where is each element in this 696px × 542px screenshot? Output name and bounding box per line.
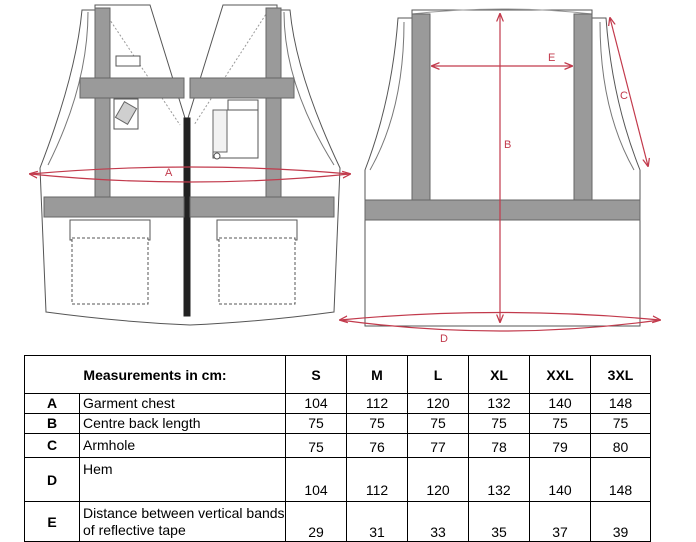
table-cell: 120 [408, 458, 469, 502]
row-code: C [25, 434, 80, 458]
label-b: B [504, 139, 512, 151]
table-cell: 132 [469, 458, 530, 502]
table-row [25, 434, 651, 458]
measurements-table [24, 355, 651, 542]
table-cell: 39 [591, 502, 651, 542]
row-description: Hem [80, 458, 286, 502]
table-row [25, 458, 651, 502]
size-header: M [347, 356, 408, 394]
label-d: D [440, 333, 448, 345]
vest-back-view [365, 9, 640, 326]
table-cell: 104 [286, 458, 347, 502]
row-code: B [25, 414, 80, 434]
table-row [25, 502, 651, 542]
size-header: S [286, 356, 347, 394]
table-cell: 78 [469, 434, 530, 458]
row-description: Armhole [80, 434, 286, 458]
table-cell: 148 [591, 394, 651, 414]
table-header-row [25, 356, 651, 394]
table-cell: 77 [408, 434, 469, 458]
vest-front-view [40, 5, 340, 325]
table-cell: 75 [286, 414, 347, 434]
table-cell: 75 [347, 414, 408, 434]
row-description: Garment chest [80, 394, 286, 414]
row-code: E [25, 502, 80, 542]
table-cell: 31 [347, 502, 408, 542]
table-cell: 75 [286, 434, 347, 458]
row-code: A [25, 394, 80, 414]
table-title: Measurements in cm: [25, 356, 286, 394]
table-cell: 132 [469, 394, 530, 414]
table-cell: 75 [408, 414, 469, 434]
table-cell: 29 [286, 502, 347, 542]
label-e: E [548, 52, 556, 64]
size-header: XL [469, 356, 530, 394]
label-a: A [165, 167, 173, 179]
table-cell: 140 [530, 394, 591, 414]
table-row [25, 394, 651, 414]
table-cell: 104 [286, 394, 347, 414]
table-cell: 75 [591, 414, 651, 434]
table-row [25, 414, 651, 434]
row-description [80, 502, 286, 542]
table-cell: 76 [347, 434, 408, 458]
row-code: D [25, 458, 80, 502]
size-header: XXL [530, 356, 591, 394]
size-header: L [408, 356, 469, 394]
table-cell: 79 [530, 434, 591, 458]
table-cell: 75 [469, 414, 530, 434]
table-cell: 148 [591, 458, 651, 502]
label-c: C [620, 90, 628, 102]
table-cell: 112 [347, 394, 408, 414]
table-cell: 75 [530, 414, 591, 434]
row-description-line: of reflective tape [83, 521, 186, 538]
table-cell: 80 [591, 434, 651, 458]
row-description: Centre back length [80, 414, 286, 434]
table-cell: 35 [469, 502, 530, 542]
table-cell: 37 [530, 502, 591, 542]
table-cell: 112 [347, 458, 408, 502]
table-cell: 33 [408, 502, 469, 542]
row-description-line: Distance between vertical bands [83, 504, 285, 521]
size-header: 3XL [591, 356, 651, 394]
table-cell: 120 [408, 394, 469, 414]
table-cell: 140 [530, 458, 591, 502]
